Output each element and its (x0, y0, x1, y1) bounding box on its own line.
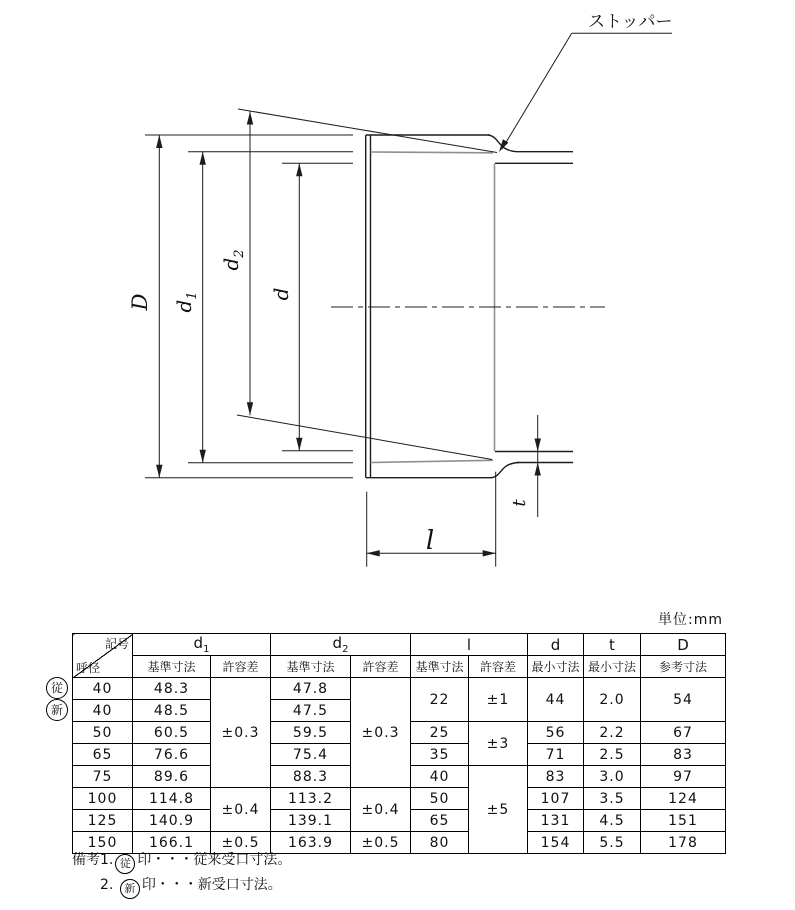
subheader-d-min: 最小寸法 (528, 656, 584, 678)
cell-l: 22 (411, 678, 469, 722)
stopper-label: ストッパー (588, 12, 673, 32)
cell-d1: 60.5 (133, 722, 211, 744)
dim-label-t: t (509, 499, 530, 507)
header-t: t (584, 634, 641, 656)
cell-d2: 47.8 (271, 678, 351, 700)
note-mark-shin-icon: 新 (120, 879, 140, 899)
cell-d1: 48.5 (133, 700, 211, 722)
cell-D: 124 (641, 788, 726, 810)
cell-D: 67 (641, 722, 726, 744)
cell-size: 125 (73, 810, 133, 832)
note-prefix: 2. (100, 877, 114, 893)
cell-d1: 89.6 (133, 766, 211, 788)
subheader-l-basic: 基準寸法 (411, 656, 469, 678)
cell-D: 83 (641, 744, 726, 766)
cell-l: 50 (411, 788, 469, 810)
cell-d2: 163.9 (271, 832, 351, 854)
taper-lines (237, 109, 497, 460)
dimension-table (72, 633, 726, 854)
dim-label-d1: $d_1$ (172, 291, 200, 313)
subheader-l-tol: 許容差 (469, 656, 528, 678)
cell-d1: 114.8 (133, 788, 211, 810)
note-text: 印・・・従来受口寸法。 (137, 852, 292, 868)
cell-d2: 139.1 (271, 810, 351, 832)
table-header-subrow (73, 656, 726, 678)
cell-size: 150 (73, 832, 133, 854)
cell-d2-tol: ±0.5 (351, 832, 411, 854)
dim-label-l: l (425, 526, 435, 556)
cell-d2: 59.5 (271, 722, 351, 744)
extension-lines (145, 135, 538, 567)
header-d: d (528, 634, 584, 656)
cell-d2: 88.3 (271, 766, 351, 788)
cell-l-tol: ±1 (469, 678, 528, 722)
cell-D: 178 (641, 832, 726, 854)
note-text: 印・・・新受口寸法。 (141, 877, 282, 893)
dimension-lines (159, 112, 495, 554)
cell-l: 25 (411, 722, 469, 744)
subheader-d1-tol: 許容差 (211, 656, 271, 678)
cell-size: 40 (73, 700, 133, 722)
dim-label-d: d (269, 287, 293, 301)
cell-d: 154 (528, 832, 584, 854)
note-line-2 (100, 874, 291, 899)
dim-label-d2: $d_2$ (219, 249, 247, 271)
cell-d1-tol: ±0.5 (211, 832, 271, 854)
cell-d: 44 (528, 678, 584, 722)
cell-l: 35 (411, 744, 469, 766)
cell-size: 40 (73, 678, 133, 700)
cell-l: 65 (411, 810, 469, 832)
note-mark-jyuu-icon: 従 (115, 854, 135, 874)
cell-l-tol: ±5 (469, 766, 528, 854)
cell-d1-tol: ±0.4 (211, 788, 271, 832)
corner-label-kigou: 記号 (104, 637, 129, 651)
cell-d: 131 (528, 810, 584, 832)
subheader-t-min: 最小寸法 (584, 656, 641, 678)
cell-d: 107 (528, 788, 584, 810)
cell-d1: 76.6 (133, 744, 211, 766)
cell-size: 100 (73, 788, 133, 810)
header-d2: $d_2$ (271, 634, 411, 656)
cell-D: 97 (641, 766, 726, 788)
cell-t: 5.5 (584, 832, 641, 854)
cell-d1-tol: ±0.3 (211, 678, 271, 788)
cell-l-tol: ±3 (469, 722, 528, 766)
corner-cell (73, 634, 133, 678)
stopper-leader (502, 33, 672, 149)
socket-outline (366, 135, 573, 478)
table-row (73, 678, 726, 700)
note-line-1 (72, 849, 291, 874)
cell-l: 80 (411, 832, 469, 854)
cell-t: 2.2 (584, 722, 641, 744)
row-mark-shin: 新 (46, 699, 68, 721)
row-mark-jyuu: 従 (46, 677, 68, 699)
arrowheads (156, 112, 541, 557)
table-header-groups (73, 634, 726, 656)
cell-d2-tol: ±0.4 (351, 788, 411, 832)
subheader-d2-basic: 基準寸法 (271, 656, 351, 678)
cell-D: 54 (641, 678, 726, 722)
cell-size: 75 (73, 766, 133, 788)
cell-d1: 166.1 (133, 832, 211, 854)
cell-l: 40 (411, 766, 469, 788)
cell-d: 71 (528, 744, 584, 766)
unit-label: 単位:mm (658, 612, 723, 628)
cell-d2: 113.2 (271, 788, 351, 810)
cell-t: 3.0 (584, 766, 641, 788)
corner-label-kokei: 呼径 (76, 661, 101, 675)
cell-d2-tol: ±0.3 (351, 678, 411, 788)
cell-t: 3.5 (584, 788, 641, 810)
header-l: l (411, 634, 528, 656)
cell-t: 4.5 (584, 810, 641, 832)
cell-t: 2.5 (584, 744, 641, 766)
cell-d1: 48.3 (133, 678, 211, 700)
cell-size: 65 (73, 744, 133, 766)
cell-d: 83 (528, 766, 584, 788)
cell-d: 56 (528, 722, 584, 744)
subheader-D-ref: 参考寸法 (641, 656, 726, 678)
header-d1: $d_1$ (133, 634, 271, 656)
header-D: D (641, 634, 726, 656)
subheader-d1-basic: 基準寸法 (133, 656, 211, 678)
cell-d1: 140.9 (133, 810, 211, 832)
dim-label-D: D (128, 293, 152, 311)
cell-t: 2.0 (584, 678, 641, 722)
cell-D: 151 (641, 810, 726, 832)
subheader-d2-tol: 許容差 (351, 656, 411, 678)
cell-size: 50 (73, 722, 133, 744)
notes-block (72, 849, 291, 899)
cell-d2: 75.4 (271, 744, 351, 766)
table-row (73, 788, 726, 810)
note-prefix: 備考1. (72, 852, 114, 868)
cell-d2: 47.5 (271, 700, 351, 722)
